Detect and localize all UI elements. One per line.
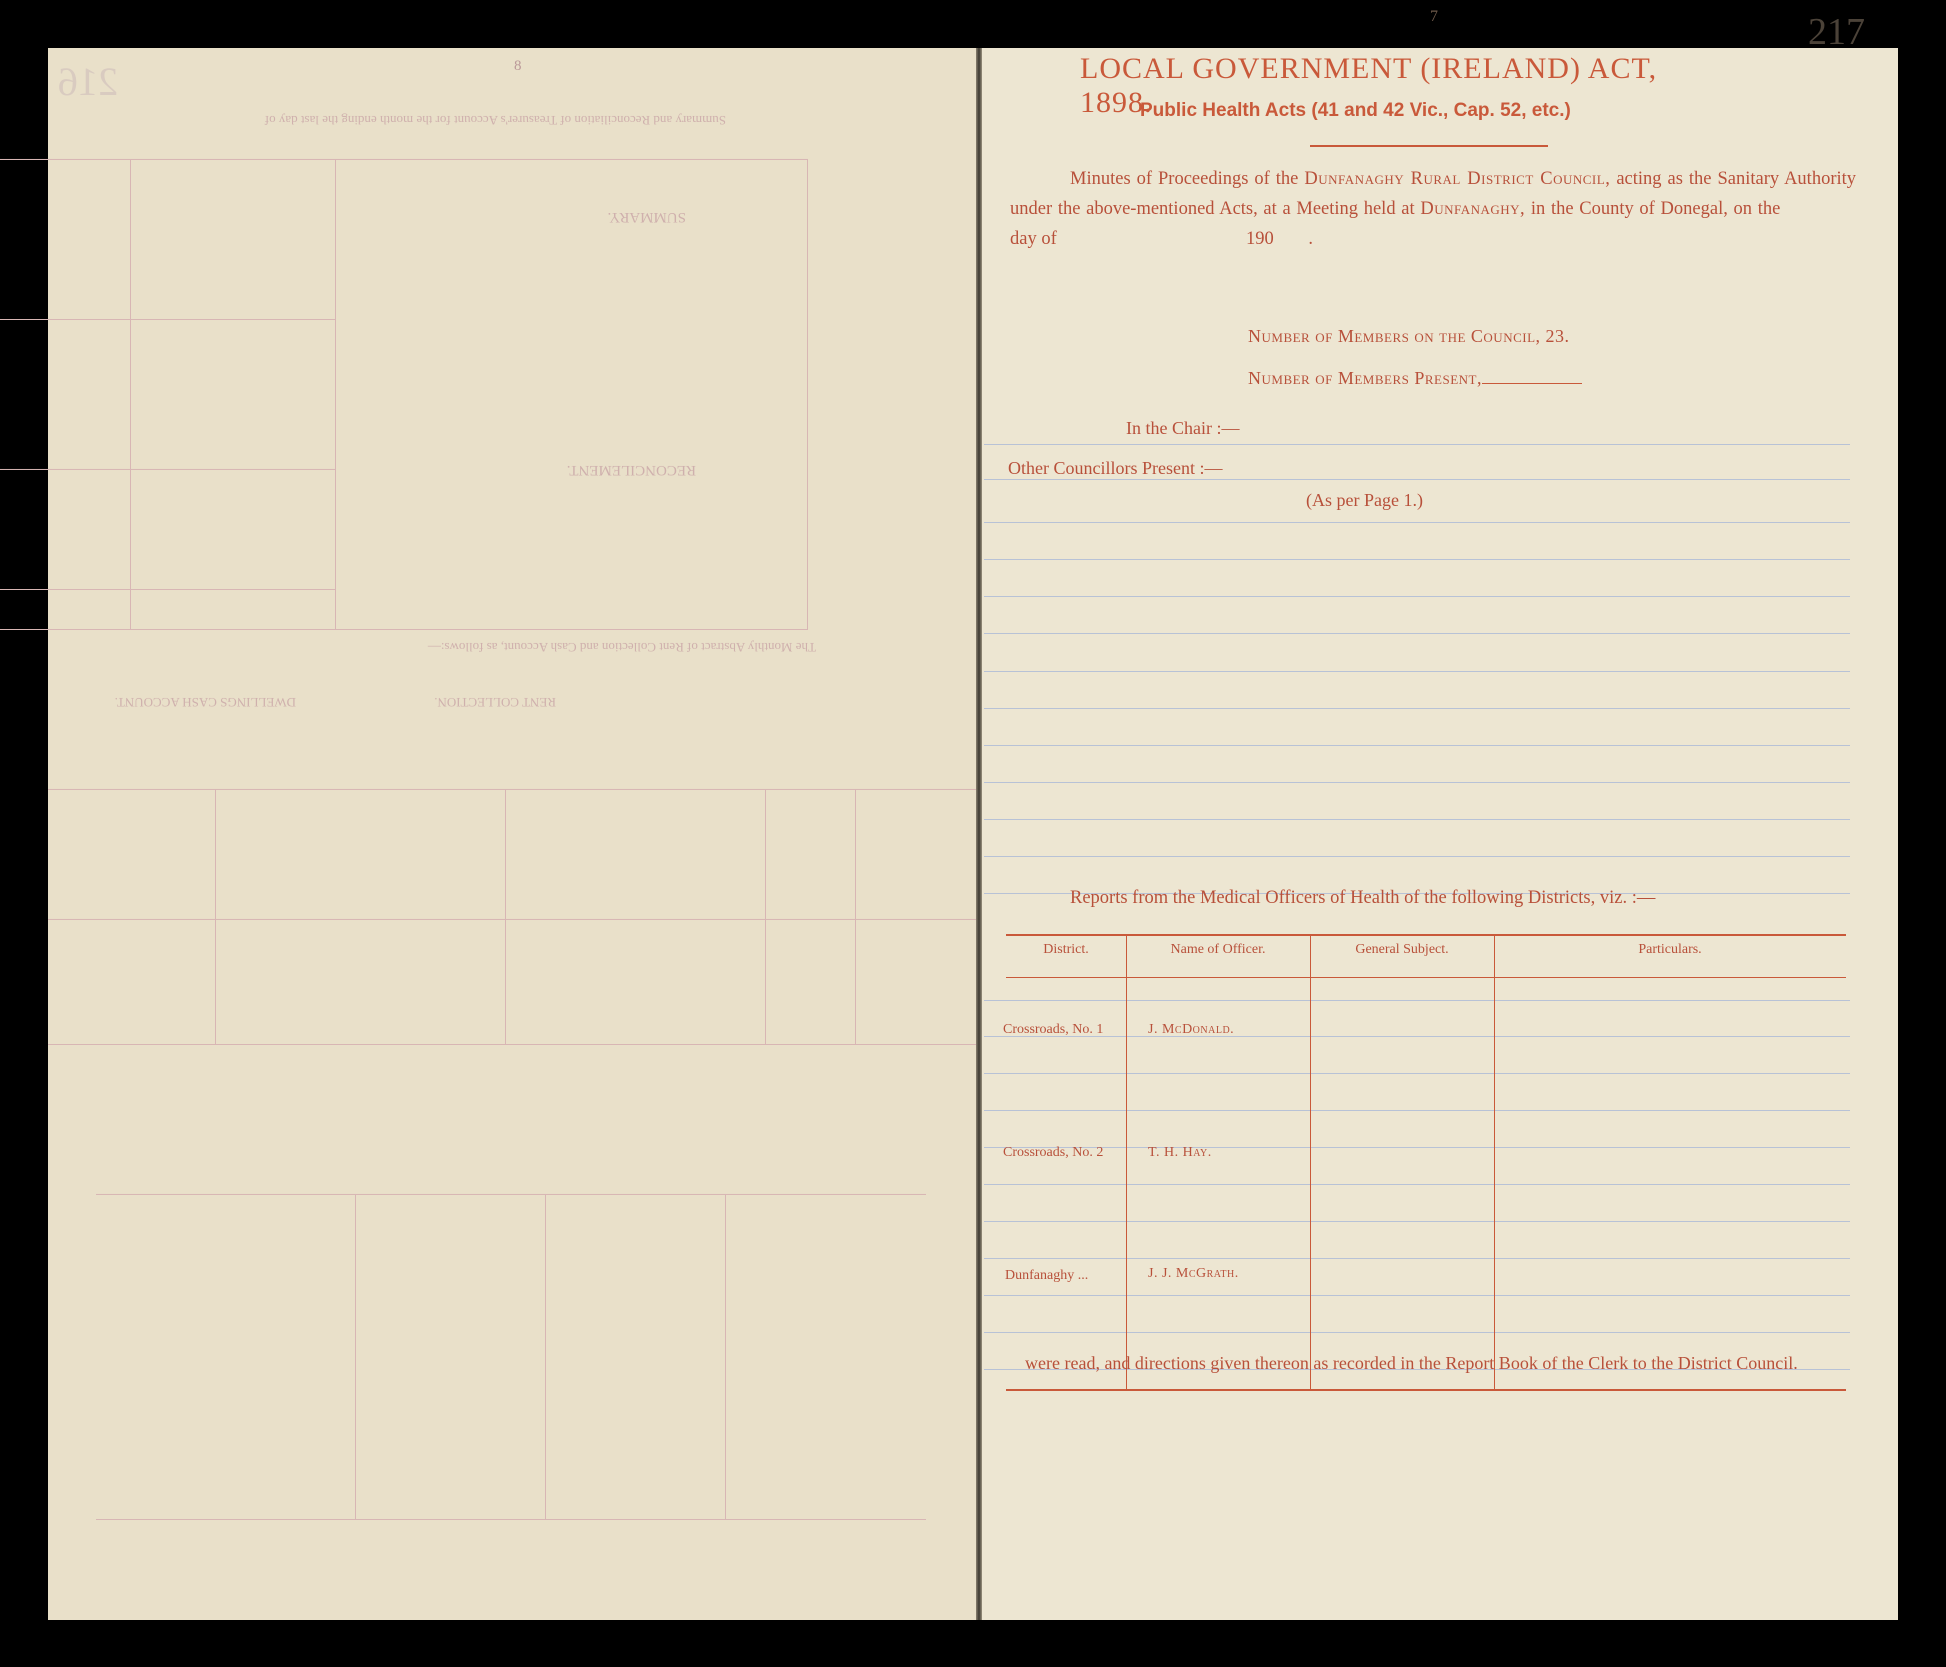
members-on-council: Number of Members on the Council, 23. (1248, 326, 1570, 346)
reports-heading: Reports from the Medical Officers of Health of the following Districts, viz. :— (1070, 888, 1656, 908)
right-page (982, 48, 1898, 1620)
header-officer: Name of Officer. (1170, 942, 1266, 957)
as-per-page-note: (As per Page 1.) (1306, 490, 1423, 510)
act-title: LOCAL GOVERNMENT (IRELAND) ACT, 1898. (1080, 52, 1658, 119)
right-page-number: 217 (1808, 11, 1865, 53)
show-through-ruling: Summary and Reconciliation of Treasurer's Account for the month ending the last day of SUMMARY. RECONCILEMENT. The Monthly Abstract of Rent Collection and Cash Account, as follows:— RENT COLLECTION. DWELLINGS CASH ACCOUNT. (48, 48, 976, 1620)
act-subtitle: Public Health Acts (41 and 42 Vic., Cap. 52, etc.) (1140, 100, 1571, 121)
row3-district: Dunfanaghy ... (1005, 1268, 1089, 1283)
header-particulars: Particulars. (1638, 942, 1702, 957)
left-page (48, 48, 976, 1620)
members-present-line: Number of Members Present, (1248, 368, 1582, 389)
minutes-paragraph: Minutes of Proceedings of the Dunfanaghy Rural District Council, acting as the Sanitary Authority under the above-mentioned Acts, at a Meeting held at Dunfanaghy, in the County of Donegal, on the day of 190 . (1010, 169, 1857, 249)
left-page-centre-number: 8 (514, 58, 522, 74)
closing-paragraph: were read, and directions given thereon as recorded in the Report Book of the Clerk to the District Council. (1025, 1353, 1798, 1373)
other-councillors-label: Other Councillors Present :— (1008, 458, 1223, 478)
council-name: Dunfanaghy Rural District Council, (1304, 169, 1611, 189)
left-page-number: 216 (58, 59, 118, 104)
row1-district: Crossroads, No. 1 (1003, 1022, 1104, 1037)
header-district: District. (1043, 942, 1089, 957)
row1-officer: J. McDonald. (1148, 1022, 1235, 1037)
in-the-chair-label: In the Chair :— (1126, 418, 1240, 438)
right-centre-number: 7 (1430, 8, 1438, 25)
row2-officer: T. H. Hay. (1148, 1145, 1212, 1160)
title-rule (1310, 145, 1548, 147)
row2-district: Crossroads, No. 2 (1003, 1145, 1104, 1160)
ghost-heading: Summary and Reconciliation of Treasurer's Account for the month ending the last day of (264, 113, 726, 128)
header-subject: General Subject. (1355, 942, 1449, 957)
meeting-place: Dunfanaghy, (1420, 199, 1526, 219)
row3-officer: J. J. McGrath. (1148, 1266, 1239, 1281)
